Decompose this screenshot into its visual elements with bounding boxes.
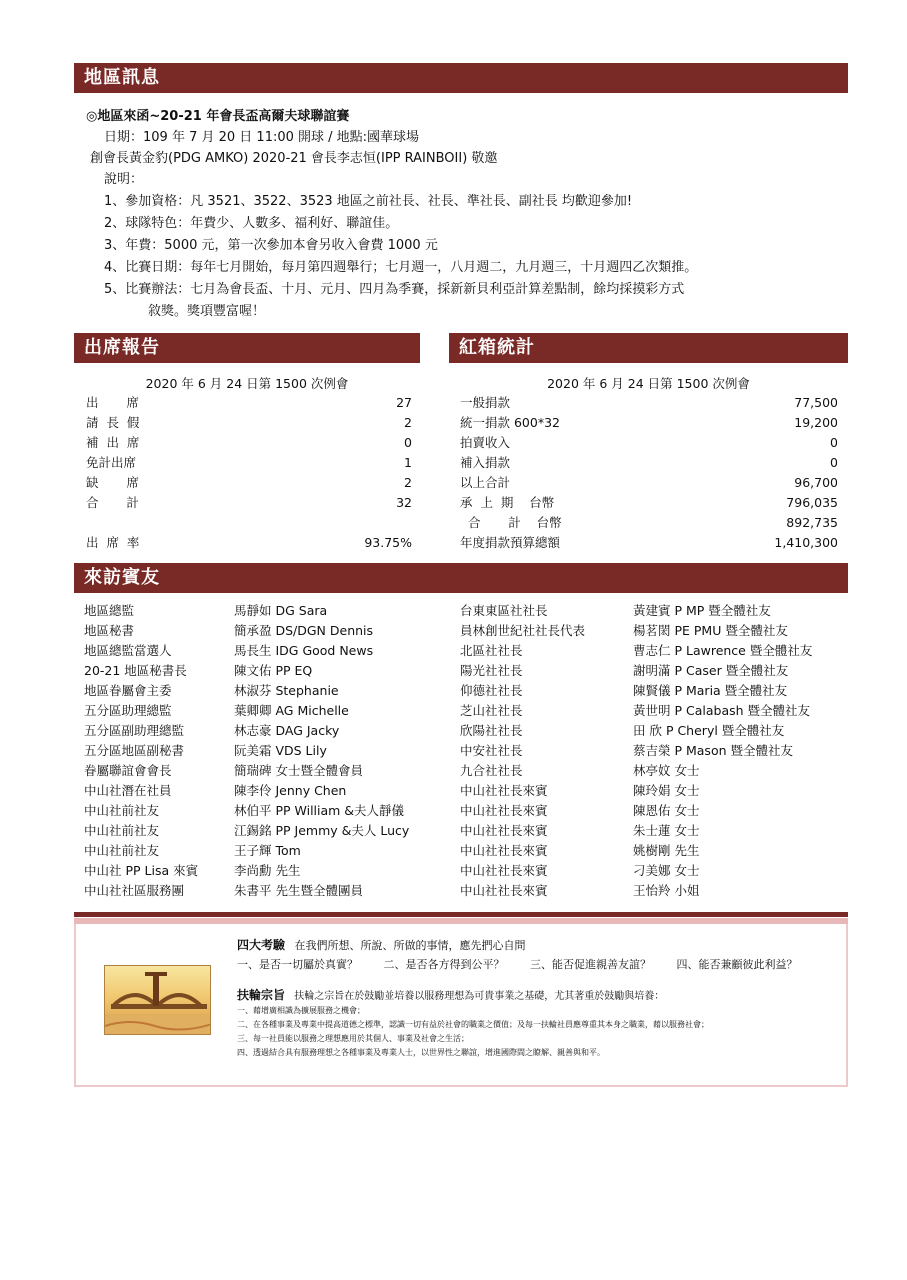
row-label: 統一捐款 600*32 bbox=[460, 415, 560, 430]
visitor-cell: 仰德社社長 bbox=[460, 683, 523, 698]
row-value: 0 bbox=[830, 435, 838, 450]
attendance-row bbox=[86, 413, 412, 433]
visitor-cell: 陳玲娟 女士 bbox=[633, 783, 700, 798]
row-label: 請 長 假 bbox=[86, 415, 140, 430]
visitor-cell: 曹志仁 P Lawrence 暨全體社友 bbox=[633, 643, 813, 658]
visitor-cell: 芝山社社長 bbox=[460, 703, 523, 718]
attendance-row bbox=[86, 453, 412, 473]
row-value: 77,500 bbox=[794, 395, 838, 410]
district-news-heading: 地區訊息 bbox=[74, 63, 848, 93]
visitor-cell: 林亭妏 女士 bbox=[633, 763, 700, 778]
objective-item: 三、每一社員能以服務之理想應用於其個人、事業及社會之生活； bbox=[237, 1034, 469, 1043]
visitor-cell: 中山社社長來賓 bbox=[460, 823, 548, 838]
rate-value: 93.75% bbox=[364, 535, 412, 550]
visitor-cell: 王子輝 Tom bbox=[234, 843, 301, 858]
visitor-cell: 中山社前社友 bbox=[84, 823, 160, 838]
visitor-cell: 謝明滿 P Caser 暨全體社友 bbox=[633, 663, 789, 678]
visitor-cell: 眷屬聯誼會會長 bbox=[84, 763, 172, 778]
row-label: 補入捐款 bbox=[460, 455, 511, 470]
visitor-cell: 朱士蓮 女士 bbox=[633, 823, 700, 838]
visitor-cell: 地區總監 bbox=[84, 603, 135, 618]
visitor-cell: 朱書平 先生暨全體團員 bbox=[234, 883, 363, 898]
row-value: 0 bbox=[830, 455, 838, 470]
visitor-cell: 陳文佑 PP EQ bbox=[234, 663, 313, 678]
red-box-row bbox=[460, 413, 838, 433]
four-way-item: 三、能否促進親善友誼？ bbox=[530, 958, 651, 971]
visitor-cell: 地區總監當選人 bbox=[84, 643, 172, 658]
red-box-heading: 紅箱統計 bbox=[449, 333, 848, 363]
four-way-intro: 在我們所想、所說、所做的事情，應先捫心自問 bbox=[294, 939, 526, 952]
visitor-cell: 王怡羚 小姐 bbox=[633, 883, 700, 898]
event-title: ◎地區來函~20-21 年會長盃高爾夫球聯誼賽 bbox=[86, 109, 350, 124]
objective-item: 四、透過結合具有服務理想之各種事業及專業人士，以世界性之聯誼，增進國際間之瞭解、親善與和平。 bbox=[237, 1048, 605, 1057]
red-box-row bbox=[460, 393, 838, 413]
visitor-cell: 陳李伶 Jenny Chen bbox=[234, 783, 347, 798]
visitor-cell: 中山社社長來賓 bbox=[460, 783, 548, 798]
visitor-cell: 中山社社長來賓 bbox=[460, 843, 548, 858]
visitor-cell: 江錫銘 PP Jemmy &夫人 Lucy bbox=[234, 823, 410, 838]
visitor-cell: 陳賢儀 P Maria 暨全體社友 bbox=[633, 683, 788, 698]
visitor-cell: 李尚勳 先生 bbox=[234, 863, 301, 878]
row-value: 892,735 bbox=[786, 515, 838, 530]
red-box-row bbox=[460, 533, 838, 553]
visitors-col-titles bbox=[84, 601, 198, 901]
event-line: 創會長黃金豹(PDG AMKO) 2020-21 會長李志恒(IPP RAINBOII) 敬邀 bbox=[90, 151, 498, 166]
attendance-heading: 出席報告 bbox=[74, 333, 420, 363]
visitor-cell: 中山社社長來賓 bbox=[460, 883, 548, 898]
row-value: 27 bbox=[396, 395, 412, 410]
visitor-cell: 葉卿卿 AG Michelle bbox=[234, 703, 349, 718]
visitor-cell: 田 欣 P Cheryl 暨全體社友 bbox=[633, 723, 785, 738]
visitor-cell: 馬靜如 DG Sara bbox=[234, 603, 328, 618]
attendance-row bbox=[86, 433, 412, 453]
red-box-row bbox=[460, 513, 838, 533]
rate-label: 出 席 率 bbox=[86, 535, 140, 550]
visitor-cell: 林伯平 PP William &夫人靜儀 bbox=[234, 803, 405, 818]
row-value: 19,200 bbox=[794, 415, 838, 430]
row-label: 承 上 期 台幣 bbox=[460, 495, 555, 510]
four-way-item: 一、是否一切屬於真實？ bbox=[237, 958, 358, 971]
visitor-cell: 中山社前社友 bbox=[84, 843, 160, 858]
visitor-cell: 中山社社長來賓 bbox=[460, 863, 548, 878]
row-value: 2 bbox=[404, 415, 412, 430]
event-line: 1、參加資格：凡 3521、3522、3523 地區之前社長、社長、準社長、副社長 均歡迎參加! bbox=[104, 194, 633, 209]
row-value: 96,700 bbox=[794, 475, 838, 490]
row-label: 合 計 bbox=[86, 495, 139, 510]
red-box-meeting: 2020 年 6 月 24 日第 1500 次例會 bbox=[547, 376, 750, 391]
visitors-heading: 來訪賓友 bbox=[74, 563, 848, 593]
objective-line bbox=[237, 986, 664, 1003]
row-label: 年度捐款預算總額 bbox=[460, 535, 561, 550]
row-value: 0 bbox=[404, 435, 412, 450]
visitor-cell: 地區秘書 bbox=[84, 623, 135, 638]
row-value: 796,035 bbox=[786, 495, 838, 510]
row-label: 拍賣收入 bbox=[460, 435, 511, 450]
visitor-cell: 五分區助理總監 bbox=[84, 703, 172, 718]
row-label: 缺 席 bbox=[86, 475, 139, 490]
visitor-cell: 九合社社長 bbox=[460, 763, 523, 778]
visitor-cell: 中山社社區服務團 bbox=[84, 883, 185, 898]
row-label: 出 席 bbox=[86, 395, 139, 410]
visitors-col-names bbox=[234, 601, 409, 901]
attendance-row bbox=[86, 493, 412, 513]
visitor-cell: 北區社社長 bbox=[460, 643, 523, 658]
visitor-cell: 黃世明 P Calabash 暨全體社友 bbox=[633, 703, 811, 718]
objective-item: 一、藉增廣相識為擴展服務之機會； bbox=[237, 1006, 365, 1015]
row-label: 免計出席 bbox=[86, 455, 137, 470]
attendance-meeting: 2020 年 6 月 24 日第 1500 次例會 bbox=[145, 376, 349, 391]
footer-divider bbox=[74, 912, 848, 917]
visitor-cell: 林志豪 DAG Jacky bbox=[234, 723, 340, 738]
four-way-item: 二、是否各方得到公平？ bbox=[383, 958, 505, 971]
four-way-title: 四大考驗 bbox=[237, 938, 286, 952]
visitor-cell: 姚樹剛 先生 bbox=[633, 843, 700, 858]
row-value: 2 bbox=[404, 475, 412, 490]
visitor-cell: 簡承盈 DS/DGN Dennis bbox=[234, 623, 374, 638]
visitor-cell: 欣陽社社長 bbox=[460, 723, 523, 738]
visitor-cell: 中安社社長 bbox=[460, 743, 523, 758]
visitor-cell: 五分區副助理總監 bbox=[84, 723, 185, 738]
visitor-cell: 員林創世紀社社長代表 bbox=[460, 623, 586, 638]
visitor-cell: 阮美霜 VDS Lily bbox=[234, 743, 327, 758]
attendance-rate-row bbox=[86, 533, 412, 553]
four-way-line bbox=[237, 936, 526, 953]
event-line: 5、比賽辦法：七月為會長盃、十月、元月、四月為季賽，採新新貝利亞計算差點制，餘均採摸彩方式 bbox=[104, 282, 685, 297]
event-line: 2、球隊特色：年費少、人數多、福利好、聯誼佳。 bbox=[104, 216, 399, 231]
row-value: 1,410,300 bbox=[774, 535, 838, 550]
visitor-cell: 地區眷屬會主委 bbox=[84, 683, 172, 698]
red-box-row bbox=[460, 473, 838, 493]
event-line: 3、年費：5000 元，第一次參加本會另收入會費 1000 元 bbox=[104, 238, 438, 253]
visitor-cell: 陳恩佑 女士 bbox=[633, 803, 700, 818]
visitors-col-guests bbox=[633, 601, 812, 901]
row-label: 以上合計 bbox=[460, 475, 511, 490]
red-box-row bbox=[460, 433, 838, 453]
visitor-cell: 簡瑞碑 女士暨全體會員 bbox=[234, 763, 363, 778]
visitor-cell: 中山社社長來賓 bbox=[460, 803, 548, 818]
visitor-cell: 林淑芬 Stephanie bbox=[234, 683, 339, 698]
four-way-item: 四、能否兼顧彼此利益？ bbox=[676, 958, 798, 971]
visitor-cell: 蔡吉榮 P Mason 暨全體社友 bbox=[633, 743, 793, 758]
event-line: 說明： bbox=[104, 172, 144, 187]
visitor-cell: 黃建賓 P MP 暨全體社友 bbox=[633, 603, 771, 618]
row-label: 一般捐款 bbox=[460, 395, 511, 410]
objective-item: 二、在各種事業及專業中提高道德之標準，認識一切有益於社會的職業之價值；及每一扶輪社員應尊重其本身之職業，藉以服務社會； bbox=[237, 1020, 709, 1029]
red-box-row bbox=[460, 453, 838, 473]
event-line: 4、比賽日期：每年七月開始，每月第四週舉行；七月週一，八月週二，九月週三，十月週四乙次類推。 bbox=[104, 260, 698, 275]
visitor-cell: 陽光社社長 bbox=[460, 663, 523, 678]
visitor-cell: 中山社潛在社員 bbox=[84, 783, 172, 798]
visitors-col-clubs bbox=[460, 601, 585, 901]
visitor-cell: 馬長生 IDG Good News bbox=[234, 643, 374, 658]
attendance-row bbox=[86, 473, 412, 493]
event-line: 日期：109 年 7 月 20 日 11:00 開球 / 地點:國華球場 bbox=[104, 130, 420, 145]
four-way-items bbox=[237, 956, 798, 972]
visitor-cell: 楊茗閎 PE PMU 暨全體社友 bbox=[633, 623, 788, 638]
row-label: 合 計 台幣 bbox=[460, 515, 562, 530]
bridge-illustration bbox=[104, 965, 211, 1035]
visitor-cell: 中山社前社友 bbox=[84, 803, 160, 818]
visitor-cell: 20-21 地區秘書長 bbox=[84, 663, 187, 678]
visitor-cell: 刁美娜 女士 bbox=[633, 863, 700, 878]
visitor-cell: 台東東區社社長 bbox=[460, 603, 548, 618]
row-value: 32 bbox=[396, 495, 412, 510]
objective-title: 扶輪宗旨 bbox=[237, 988, 286, 1002]
objective-intro: 扶輪之宗旨在於鼓勵並培養以服務理想為可貴事業之基礎，尤其著重於鼓勵與培養： bbox=[294, 991, 665, 1002]
visitor-cell: 五分區地區副秘書 bbox=[84, 743, 185, 758]
event-line: 敘獎。獎項豐富喔！ bbox=[148, 304, 266, 319]
red-box-row bbox=[460, 493, 838, 513]
attendance-row bbox=[86, 393, 412, 413]
visitor-cell: 中山社 PP Lisa 來賓 bbox=[84, 863, 199, 878]
row-label: 補 出 席 bbox=[86, 435, 140, 450]
row-value: 1 bbox=[404, 455, 412, 470]
